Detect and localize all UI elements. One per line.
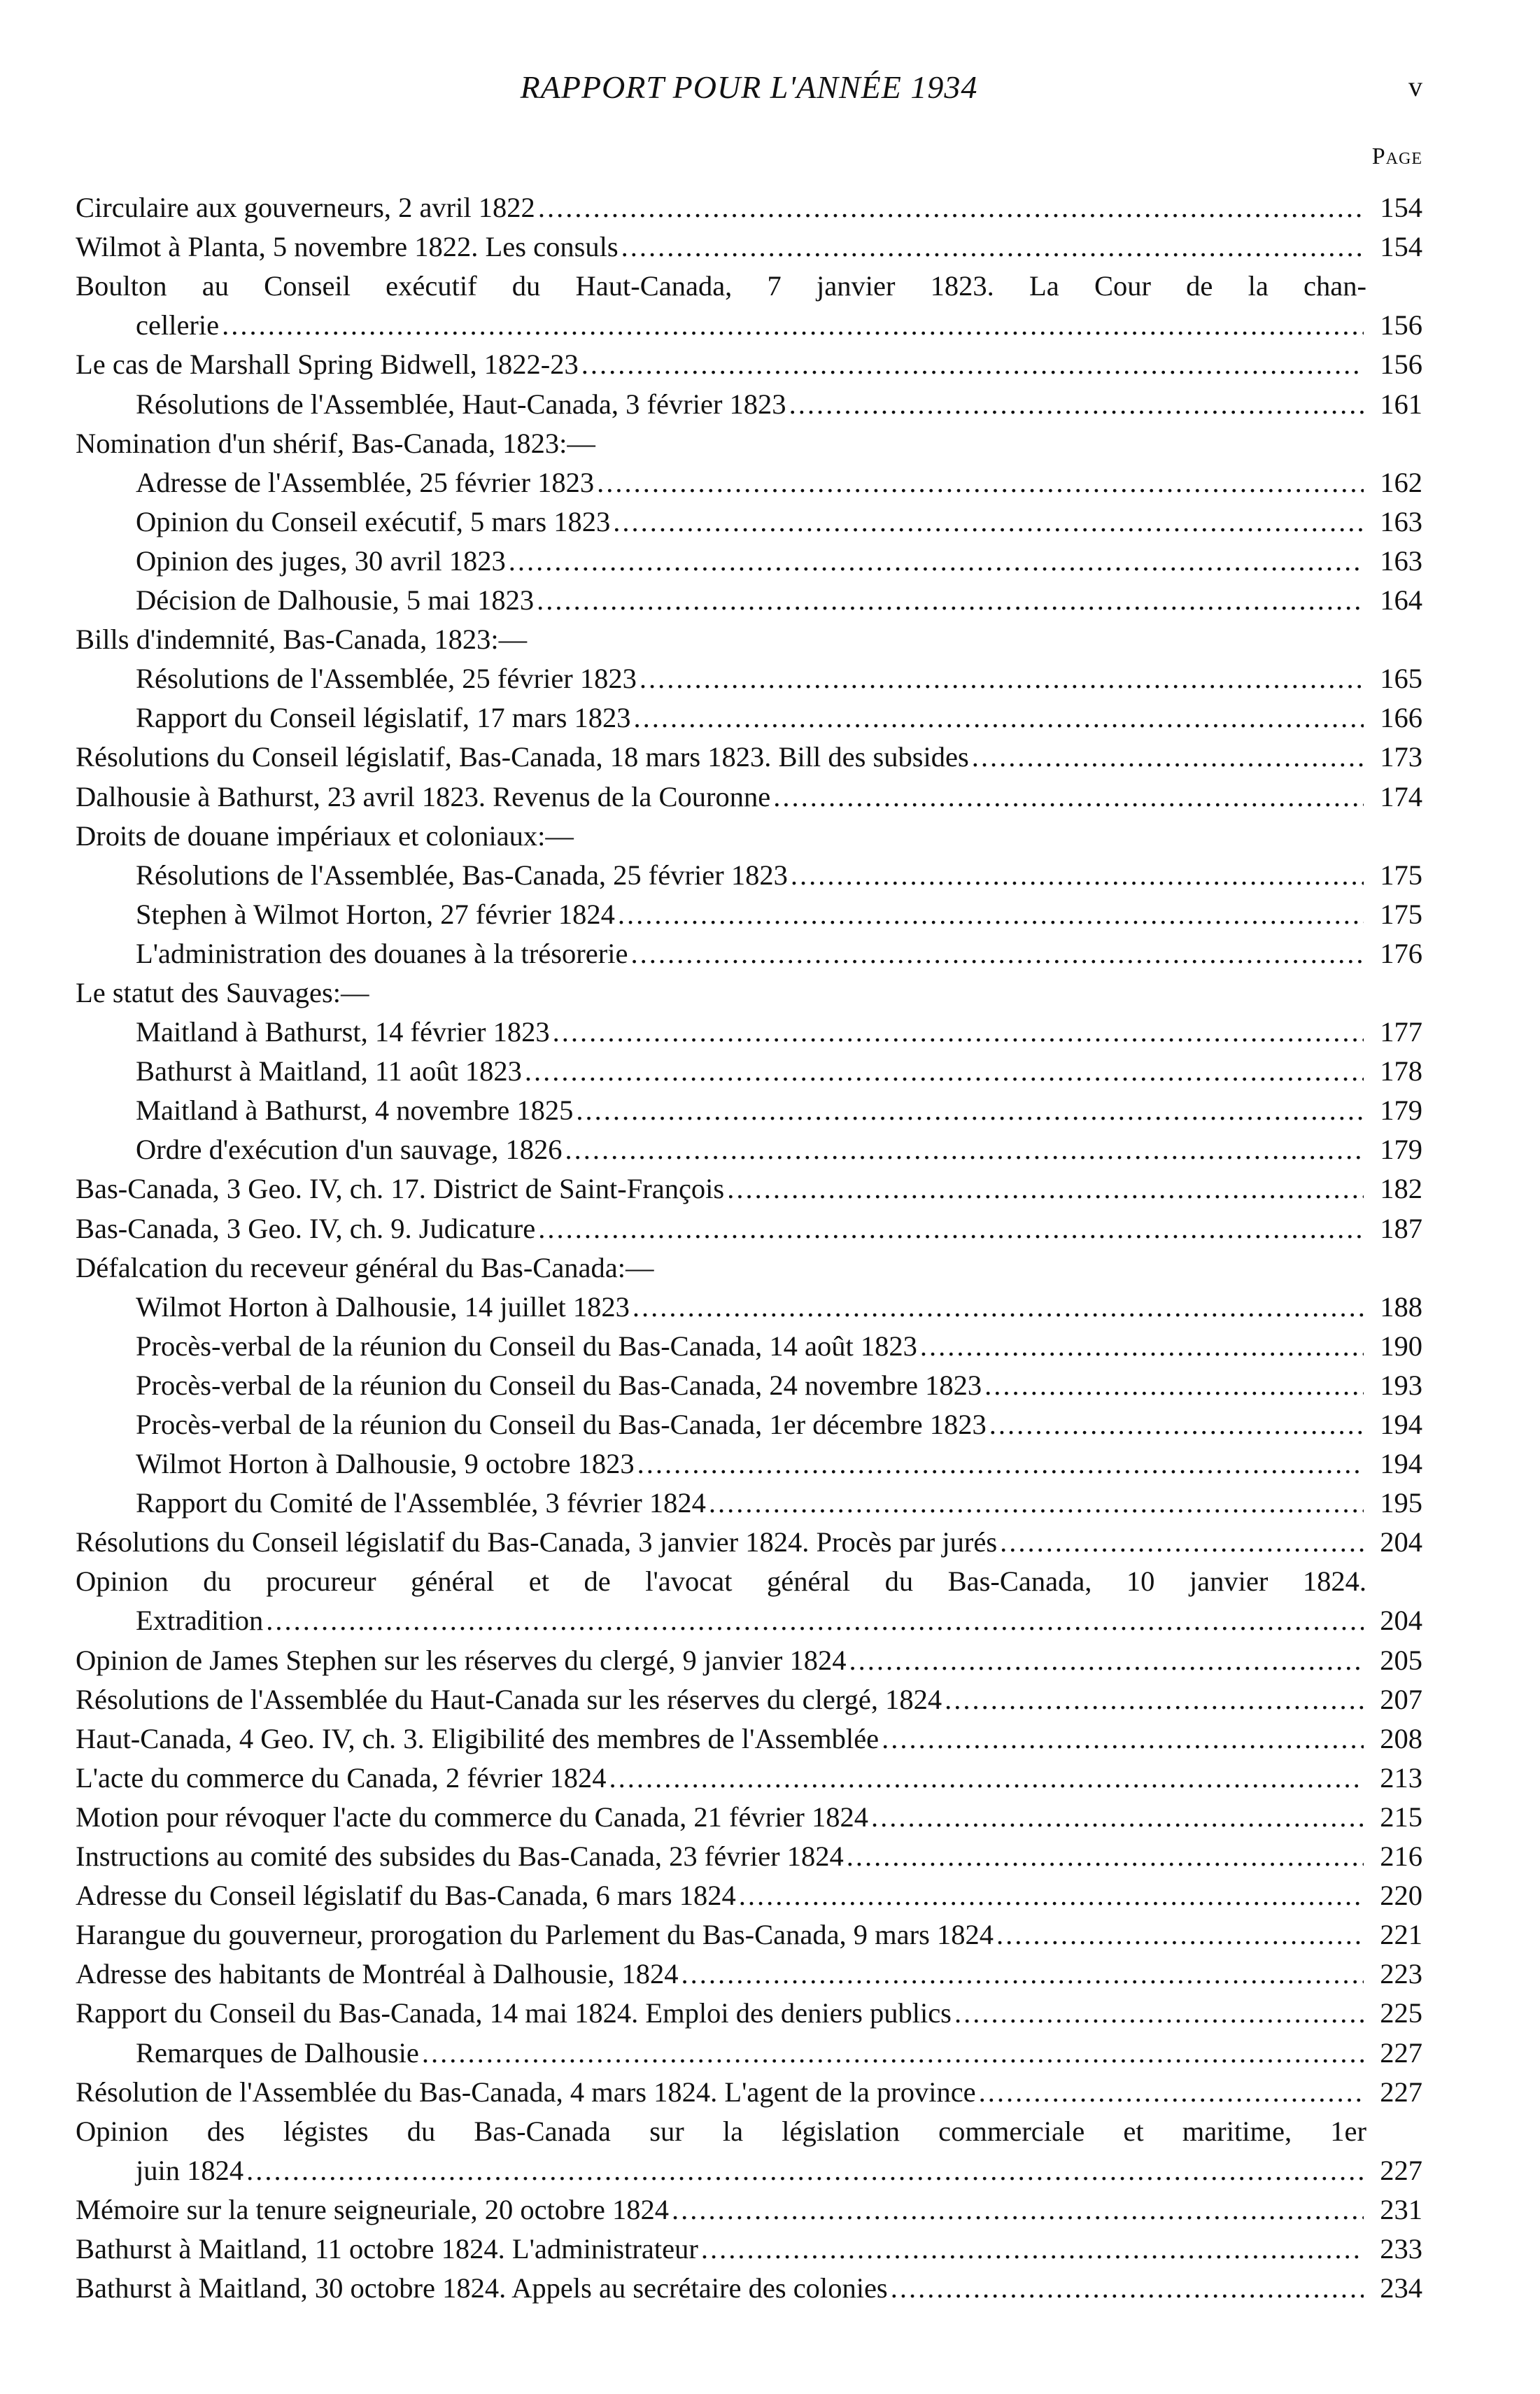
toc-entry	[76, 381, 1422, 420]
dot-leader	[538, 191, 1364, 224]
toc-entry-title: Opinion des juges, 30 avril 1823	[136, 544, 506, 577]
toc-entry-page: 194	[1380, 1409, 1422, 1440]
toc-entry	[76, 734, 1422, 773]
toc-entry-title: Bas-Canada, 3 Geo. IV, ch. 17. District de Saint-François	[76, 1173, 725, 1205]
toc-entry-title: Le cas de Marshall Spring Bidwell, 1822-23	[76, 348, 579, 381]
toc-entry-title: Bathurst à Maitland, 11 août 1823	[136, 1055, 522, 1087]
dot-leader	[984, 1369, 1364, 1402]
dot-leader	[537, 584, 1364, 617]
dot-leader	[789, 388, 1364, 421]
toc-entry-page: 215	[1380, 1801, 1422, 1833]
toc-entry-page: 227	[1380, 2154, 1422, 2186]
toc-entry-page: 227	[1380, 2036, 1422, 2069]
dot-leader	[538, 1212, 1364, 1245]
dot-leader	[920, 1330, 1364, 1363]
toc-entry-title: Stephen à Wilmot Horton, 27 février 1824	[136, 898, 615, 930]
dot-leader	[553, 1015, 1364, 1048]
dot-leader	[621, 230, 1364, 263]
toc-entry-page: 204	[1380, 1526, 1422, 1558]
toc-entry-page: 161	[1380, 388, 1422, 420]
dot-leader	[739, 1879, 1364, 1912]
toc-entry	[76, 1912, 1422, 1951]
toc-entry-page: 177	[1380, 1016, 1422, 1048]
toc-entry-title: Remarques de Dalhousie	[136, 2036, 419, 2069]
toc-entry-title: Maitland à Bathurst, 4 novembre 1825	[136, 1094, 574, 1127]
toc-entry-page: 173	[1380, 741, 1422, 773]
toc-entry-title: Résolutions de l'Assemblée, 25 février 1823	[136, 663, 637, 695]
toc-entry-title: Bas-Canada, 3 Geo. IV, ch. 9. Judicature	[76, 1212, 536, 1244]
dot-leader	[672, 2193, 1364, 2226]
toc-entry-title: Opinion du procureur général et de l'avocat général du Bas-Canada, 10 janvier 1824.	[76, 1565, 1366, 1598]
toc-entry-page: 194	[1380, 1448, 1422, 1480]
toc-entry	[76, 656, 1422, 695]
dot-leader	[1000, 1526, 1364, 1558]
toc-entry	[76, 2226, 1422, 2265]
toc-entry-title: Nomination d'un shérif, Bas-Canada, 1823:—	[76, 427, 595, 459]
dot-leader	[640, 662, 1364, 695]
toc-entry	[76, 970, 1422, 1009]
dot-leader	[509, 544, 1364, 577]
toc-entry-title: Décision de Dalhousie, 5 mai 1823	[136, 584, 535, 617]
toc-entry-title: Résolution de l'Assemblée du Bas-Canada, 4 mars 1824. L'agent de la province	[76, 2076, 976, 2108]
dot-leader	[773, 780, 1364, 813]
dot-leader	[630, 937, 1364, 970]
toc-entry-page: 163	[1380, 505, 1422, 537]
toc-entry-page: 156	[1380, 348, 1422, 381]
dot-leader	[701, 2232, 1364, 2265]
toc-entry	[76, 1009, 1422, 1048]
toc-entry-title: Ordre d'exécution d'un sauvage, 1826	[136, 1134, 563, 1166]
toc-entry-page: 227	[1380, 2076, 1422, 2108]
toc-entry-page: 174	[1380, 780, 1422, 812]
toc-entry-page: 188	[1380, 1290, 1422, 1323]
toc-entry-title: Instructions au comité des subsides du Bas-Canada, 23 février 1824	[76, 1840, 844, 1873]
dot-leader	[613, 505, 1364, 538]
toc-entry	[76, 1951, 1422, 1990]
toc-entry-title: Bills d'indemnité, Bas-Canada, 1823:—	[76, 624, 528, 656]
dot-leader	[266, 1604, 1364, 1637]
toc-entry	[76, 1363, 1422, 1402]
dot-leader	[609, 1761, 1364, 1794]
toc-entry	[76, 1087, 1422, 1127]
toc-entry-page: 175	[1380, 898, 1422, 930]
toc-entry	[76, 460, 1422, 499]
toc-entry-title: Mémoire sur la tenure seigneuriale, 20 octobre 1824	[76, 2193, 669, 2225]
toc-entry-title: Rapport du Conseil législatif, 17 mars 1823	[136, 702, 631, 734]
toc-entry-title: Wilmot Horton à Dalhousie, 9 octobre 1823	[136, 1448, 635, 1480]
toc-entry	[76, 1716, 1422, 1755]
toc-entry-page: 213	[1380, 1761, 1422, 1794]
toc-entry-page: 187	[1380, 1212, 1422, 1244]
toc-entry	[76, 1245, 1422, 1284]
toc-entry	[76, 852, 1422, 892]
toc-entry	[76, 773, 1422, 812]
toc-entry	[76, 1598, 1422, 1637]
dot-leader	[634, 701, 1364, 734]
toc-entry-title: Résolutions de l'Assemblée, Bas-Canada, 25 février 1823	[136, 859, 788, 891]
toc-entry	[76, 342, 1422, 381]
toc-entry	[76, 695, 1422, 734]
toc-entry-title: Rapport du Conseil du Bas-Canada, 14 mai 1824. Emploi des deniers publics	[76, 1997, 952, 2029]
toc-entry-page: 176	[1380, 937, 1422, 969]
toc-entry	[76, 1127, 1422, 1166]
toc-entry-title: juin 1824	[136, 2154, 244, 2186]
toc-entry	[76, 1323, 1422, 1363]
dot-leader	[709, 1486, 1364, 1519]
dot-leader	[525, 1055, 1364, 1087]
toc-entry	[76, 892, 1422, 931]
toc-entry-page: 233	[1380, 2232, 1422, 2265]
toc-entry	[76, 1794, 1422, 1833]
dot-leader	[222, 309, 1364, 342]
toc-entry-title: Procès-verbal de la réunion du Conseil du Bas-Canada, 24 novembre 1823	[136, 1369, 982, 1401]
dot-leader	[989, 1408, 1364, 1441]
toc-entry	[76, 2148, 1422, 2187]
toc-entry	[76, 1677, 1422, 1716]
toc-entry	[76, 2265, 1422, 2304]
toc-entry-page: 179	[1380, 1094, 1422, 1127]
toc-entry-title: Opinion du Conseil exécutif, 5 mars 1823	[136, 505, 611, 537]
toc-entry	[76, 617, 1422, 656]
toc-entry-title: Extradition	[136, 1605, 264, 1637]
toc-entry-page: 190	[1380, 1330, 1422, 1362]
toc-entry	[76, 1402, 1422, 1441]
toc-entry-title: Maitland à Bathurst, 14 février 1823	[136, 1016, 550, 1048]
toc-entry-page: 221	[1380, 1919, 1422, 1951]
toc-entry-title: Procès-verbal de la réunion du Conseil du Bas-Canada, 14 août 1823	[136, 1330, 917, 1362]
toc-entry-page: 154	[1380, 231, 1422, 263]
toc-entry-title: Résolutions de l'Assemblée, Haut-Canada, 3 février 1823	[136, 388, 786, 420]
dot-leader	[727, 1172, 1364, 1205]
toc-entry	[76, 421, 1422, 460]
toc-entry-page: 225	[1380, 1997, 1422, 2029]
toc-entry-page: 193	[1380, 1369, 1422, 1401]
toc-entry	[76, 1990, 1422, 2029]
page-header	[76, 69, 1422, 111]
toc-entry-page: 154	[1380, 192, 1422, 224]
toc-entry	[76, 1048, 1422, 1087]
toc-entry	[76, 2069, 1422, 2108]
toc-entry	[76, 931, 1422, 970]
toc-entry-page: 166	[1380, 702, 1422, 734]
toc-entry	[76, 813, 1422, 852]
dot-leader	[581, 348, 1364, 381]
dot-leader	[882, 1722, 1364, 1755]
toc-entry-page: 234	[1380, 2272, 1422, 2304]
toc-entry	[76, 1755, 1422, 1794]
dot-leader	[847, 1840, 1364, 1873]
toc-entry	[76, 538, 1422, 577]
toc-entry	[76, 1205, 1422, 1244]
dot-leader	[422, 2036, 1364, 2069]
running-title: RAPPORT POUR L'ANNÉE 1934	[520, 69, 978, 105]
toc-entry	[76, 302, 1422, 342]
dot-leader	[597, 466, 1364, 499]
dot-leader	[996, 1918, 1364, 1951]
toc-entry-page: 178	[1380, 1055, 1422, 1087]
toc-entry-page: 223	[1380, 1958, 1422, 1990]
toc-entry-page: 207	[1380, 1683, 1422, 1715]
table-of-contents	[76, 185, 1422, 2304]
toc-entry-title: Défalcation du receveur général du Bas-Canada:—	[76, 1251, 654, 1283]
toc-entry-page: 175	[1380, 859, 1422, 891]
toc-entry-title: Wilmot à Planta, 5 novembre 1822. Les consuls	[76, 231, 619, 263]
toc-entry	[76, 499, 1422, 538]
toc-entry-title: Résolutions de l'Assemblée du Haut-Canada sur les réserves du clergé, 1824	[76, 1683, 942, 1715]
toc-entry-title: Circulaire aux gouverneurs, 2 avril 1822	[76, 192, 535, 224]
toc-entry-title: Boulton au Conseil exécutif du Haut-Canada, 7 janvier 1823. La Cour de la chan-	[76, 270, 1366, 302]
toc-entry-title: Bathurst à Maitland, 11 octobre 1824. L'administrateur	[76, 2232, 698, 2265]
toc-entry	[76, 263, 1422, 302]
toc-entry-page: 220	[1380, 1880, 1422, 1912]
toc-entry-page: 164	[1380, 584, 1422, 617]
toc-entry-title: Adresse des habitants de Montréal à Dalhousie, 1824	[76, 1958, 679, 1990]
toc-entry-title: Dalhousie à Bathurst, 23 avril 1823. Revenus de la Couronne	[76, 780, 771, 812]
dot-leader	[871, 1801, 1364, 1833]
toc-entry-page: 231	[1380, 2193, 1422, 2225]
dot-leader	[681, 1957, 1364, 1990]
toc-entry-page: 165	[1380, 663, 1422, 695]
toc-entry-page: 156	[1380, 309, 1422, 342]
toc-entry	[76, 224, 1422, 263]
dot-leader	[633, 1290, 1364, 1323]
toc-entry-title: Bathurst à Maitland, 30 octobre 1824. Appels au secrétaire des colonies	[76, 2272, 888, 2304]
dot-leader	[979, 2076, 1364, 2108]
dot-leader	[576, 1094, 1364, 1127]
toc-entry-title: Wilmot Horton à Dalhousie, 14 juillet 1823	[136, 1290, 630, 1323]
toc-entry-title: Résolutions du Conseil législatif du Bas-Canada, 3 janvier 1824. Procès par jurés	[76, 1526, 998, 1558]
toc-entry	[76, 1558, 1422, 1598]
toc-entry-title: cellerie	[136, 309, 220, 342]
toc-entry-title: Opinion des légistes du Bas-Canada sur la législation commerciale et maritime, 1er	[76, 2115, 1366, 2147]
dot-leader	[618, 898, 1364, 931]
dot-leader	[637, 1447, 1364, 1480]
dot-leader	[246, 2154, 1364, 2187]
toc-entry-page: 195	[1380, 1487, 1422, 1519]
toc-entry-title: Adresse de l'Assemblée, 25 février 1823	[136, 466, 595, 498]
page-column-heading: Page	[1371, 143, 1422, 169]
toc-entry-page: 162	[1380, 466, 1422, 498]
toc-entry-page: 208	[1380, 1722, 1422, 1754]
toc-entry	[76, 1873, 1422, 1912]
toc-entry	[76, 2187, 1422, 2226]
dot-leader	[972, 740, 1364, 773]
dot-leader	[891, 2272, 1364, 2304]
dot-leader	[791, 859, 1364, 892]
toc-entry-page: 163	[1380, 544, 1422, 577]
toc-entry-title: Haut-Canada, 4 Geo. IV, ch. 3. Eligibilité des membres de l'Assemblée	[76, 1722, 880, 1754]
toc-entry-title: Procès-verbal de la réunion du Conseil du Bas-Canada, 1er décembre 1823	[136, 1409, 987, 1440]
toc-entry-title: Motion pour révoquer l'acte du commerce du Canada, 21 février 1824	[76, 1801, 869, 1833]
dot-leader	[849, 1644, 1364, 1677]
toc-entry	[76, 2029, 1422, 2069]
toc-entry-page: 179	[1380, 1134, 1422, 1166]
toc-entry	[76, 1519, 1422, 1558]
dot-leader	[945, 1683, 1364, 1716]
toc-entry-title: L'acte du commerce du Canada, 2 février 1824	[76, 1761, 607, 1794]
toc-entry	[76, 1166, 1422, 1205]
toc-entry	[76, 185, 1422, 224]
dot-leader	[954, 1997, 1364, 2029]
toc-entry-title: Harangue du gouverneur, prorogation du Parlement du Bas-Canada, 9 mars 1824	[76, 1919, 994, 1951]
toc-entry-title: Résolutions du Conseil législatif, Bas-Canada, 18 mars 1823. Bill des subsides	[76, 741, 969, 773]
toc-entry	[76, 1284, 1422, 1323]
toc-entry-page: 204	[1380, 1605, 1422, 1637]
toc-entry-title: Droits de douane impériaux et coloniaux:—	[76, 819, 574, 852]
toc-entry	[76, 1441, 1422, 1480]
toc-entry	[76, 1833, 1422, 1873]
toc-entry-title: Rapport du Comité de l'Assemblée, 3 février 1824	[136, 1487, 706, 1519]
toc-entry-title: Opinion de James Stephen sur les réserves du clergé, 9 janvier 1824	[76, 1644, 847, 1676]
toc-entry-title: L'administration des douanes à la trésorerie	[136, 937, 628, 969]
page-number: v	[1408, 71, 1422, 102]
toc-entry-page: 205	[1380, 1644, 1422, 1676]
toc-entry-title: Adresse du Conseil législatif du Bas-Canada, 6 mars 1824	[76, 1880, 736, 1912]
toc-entry	[76, 1480, 1422, 1519]
toc-entry-page: 182	[1380, 1173, 1422, 1205]
toc-entry	[76, 1637, 1422, 1676]
toc-entry	[76, 2108, 1422, 2148]
toc-entry-title: Le statut des Sauvages:—	[76, 976, 369, 1008]
toc-entry-page: 216	[1380, 1840, 1422, 1873]
toc-entry	[76, 577, 1422, 617]
dot-leader	[565, 1133, 1364, 1166]
